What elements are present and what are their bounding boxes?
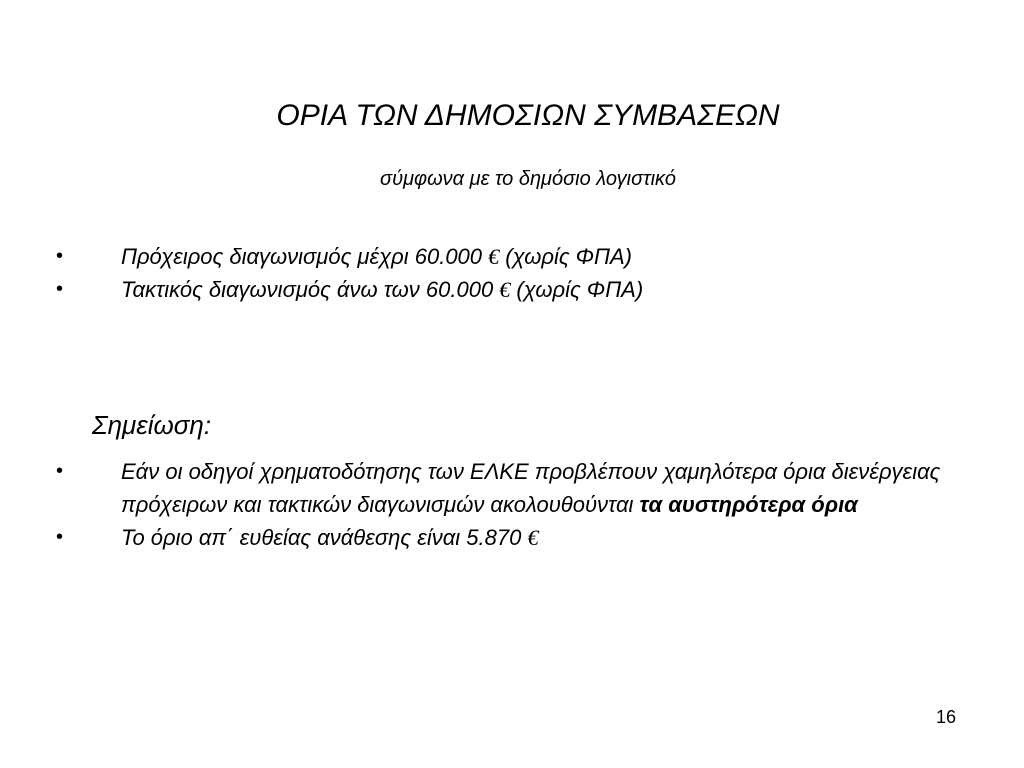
item-text-bold: τα αυστηρότερα όρια	[639, 492, 858, 517]
bullet-icon: •	[56, 526, 64, 548]
threshold-list	[0, 240, 1024, 306]
list-item	[0, 273, 1024, 306]
list-item	[0, 240, 1024, 273]
slide-subtitle: σύμφωνα με το δημόσιο λογιστικό	[380, 168, 676, 190]
note-list	[0, 455, 1024, 554]
item-text-suffix: (χωρίς ΦΠΑ)	[499, 244, 632, 269]
item-text-suffix: (χωρίς ΦΠΑ)	[510, 277, 644, 302]
item-text: Το όριο απ΄ ευθείας ανάθεσης είναι 5.870	[121, 525, 528, 550]
item-text: Εάν οι οδηγοί χρηματοδότησης των ΕΛΚΕ προβλέπουν χαμηλότερα όρια διενέργειας πρόχειρων και τακτικών διαγωνισμών ακολουθούνται	[121, 459, 941, 517]
euro-sign: €	[499, 277, 511, 302]
bullet-icon: •	[56, 278, 64, 300]
item-text: Πρόχειρος διαγωνισμός μέχρι 60.000	[121, 244, 489, 269]
note-label: Σημείωση:	[92, 410, 212, 440]
list-item	[0, 455, 981, 521]
slide-title: ΟΡΙΑ ΤΩΝ ΔΗΜΟΣΙΩΝ ΣΥΜΒΑΣΕΩΝ	[276, 99, 780, 132]
bullet-icon: •	[56, 460, 64, 482]
item-text: Τακτικός διαγωνισμός άνω των 60.000	[121, 277, 500, 302]
list-item	[0, 521, 981, 554]
euro-sign: €	[527, 525, 539, 550]
page-number: 16	[936, 707, 957, 727]
bullet-icon: •	[56, 245, 64, 267]
euro-sign: €	[488, 244, 500, 269]
